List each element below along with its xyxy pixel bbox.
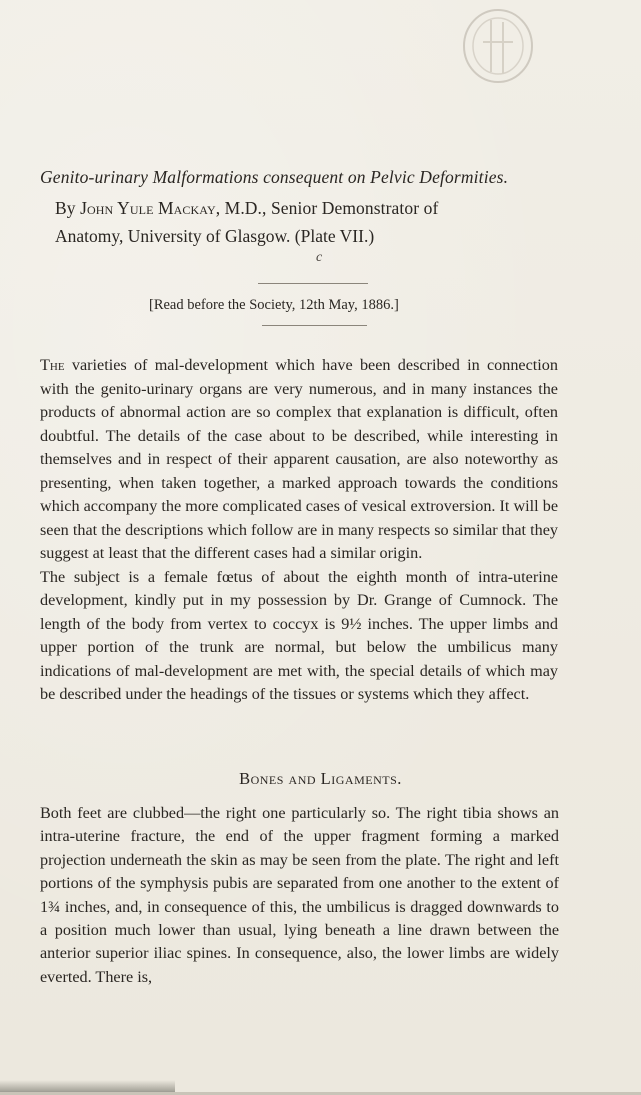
divider-rule [262,325,367,326]
handwritten-mark: c [316,250,323,265]
author-name: John Yule Mackay [80,198,216,218]
author-role: , M.D., Senior Demonstrator of [215,198,439,218]
paragraph [40,354,558,566]
paragraph-lead-word: The [40,356,65,374]
paragraph: Both feet are clubbed—the right one particularly so. The right tibia shows an intra-uterine fracture, the end of the upper fragment forming a marked projection underneath the skin as may be seen from the plate. The right and left portions of the symphysis pubis are separated from one another to the extent of 1¾ inches, and, in consequence of this, the umbilicus is dragged downwards to a position much lower than usual, lying beneath a line drawn between the anterior superior iliac spines. In consequence, also, the lower limbs are widely everted. There is, [40,804,559,986]
paragraph-text: varieties of mal-development which have been described in connection with the genito-urinary organs are very numerous, and in many instances the products of abnormal action are so complex that explanation is difficult, often doubtful. The details of the case about to be described, while interesting in themselves and in respect of their apparent causation, are also noteworthy as presenting, when taken together, a marked approach towards the conditions which accompany the more complicated cases of vesical extroversion. It will be seen that the descriptions which follow are in many respects so similar that they suggest at least that the different cases had a similar origin. [40,356,558,562]
author-line [55,198,438,219]
author-by: By [55,198,76,218]
author-affiliation: Anatomy, University of Glasgow. (Plate VII.) [55,226,375,246]
paper-title: Genito-urinary Malformations consequent on Pelvic Deformities. [40,167,509,187]
read-note: [Read before the Society, 12th May, 1886.] [149,297,399,313]
divider-rule [258,283,368,284]
body-text [40,354,558,707]
body-text [40,802,559,989]
library-stamp-icon [453,2,543,90]
paragraph: The subject is a female fœtus of about the eighth month of intra-uterine development, kindly put in my possession by Dr. Grange of Cumnock. The length of the body from vertex to coccyx is 9½ inches. The upper limbs and upper portion of the trunk are normal, but below the umbilicus many indications of mal-development are met with, the special details of which may be described under the headings of the tissues or systems which they affect. [40,567,558,703]
section-heading: Bones and Ligaments. [239,769,402,788]
